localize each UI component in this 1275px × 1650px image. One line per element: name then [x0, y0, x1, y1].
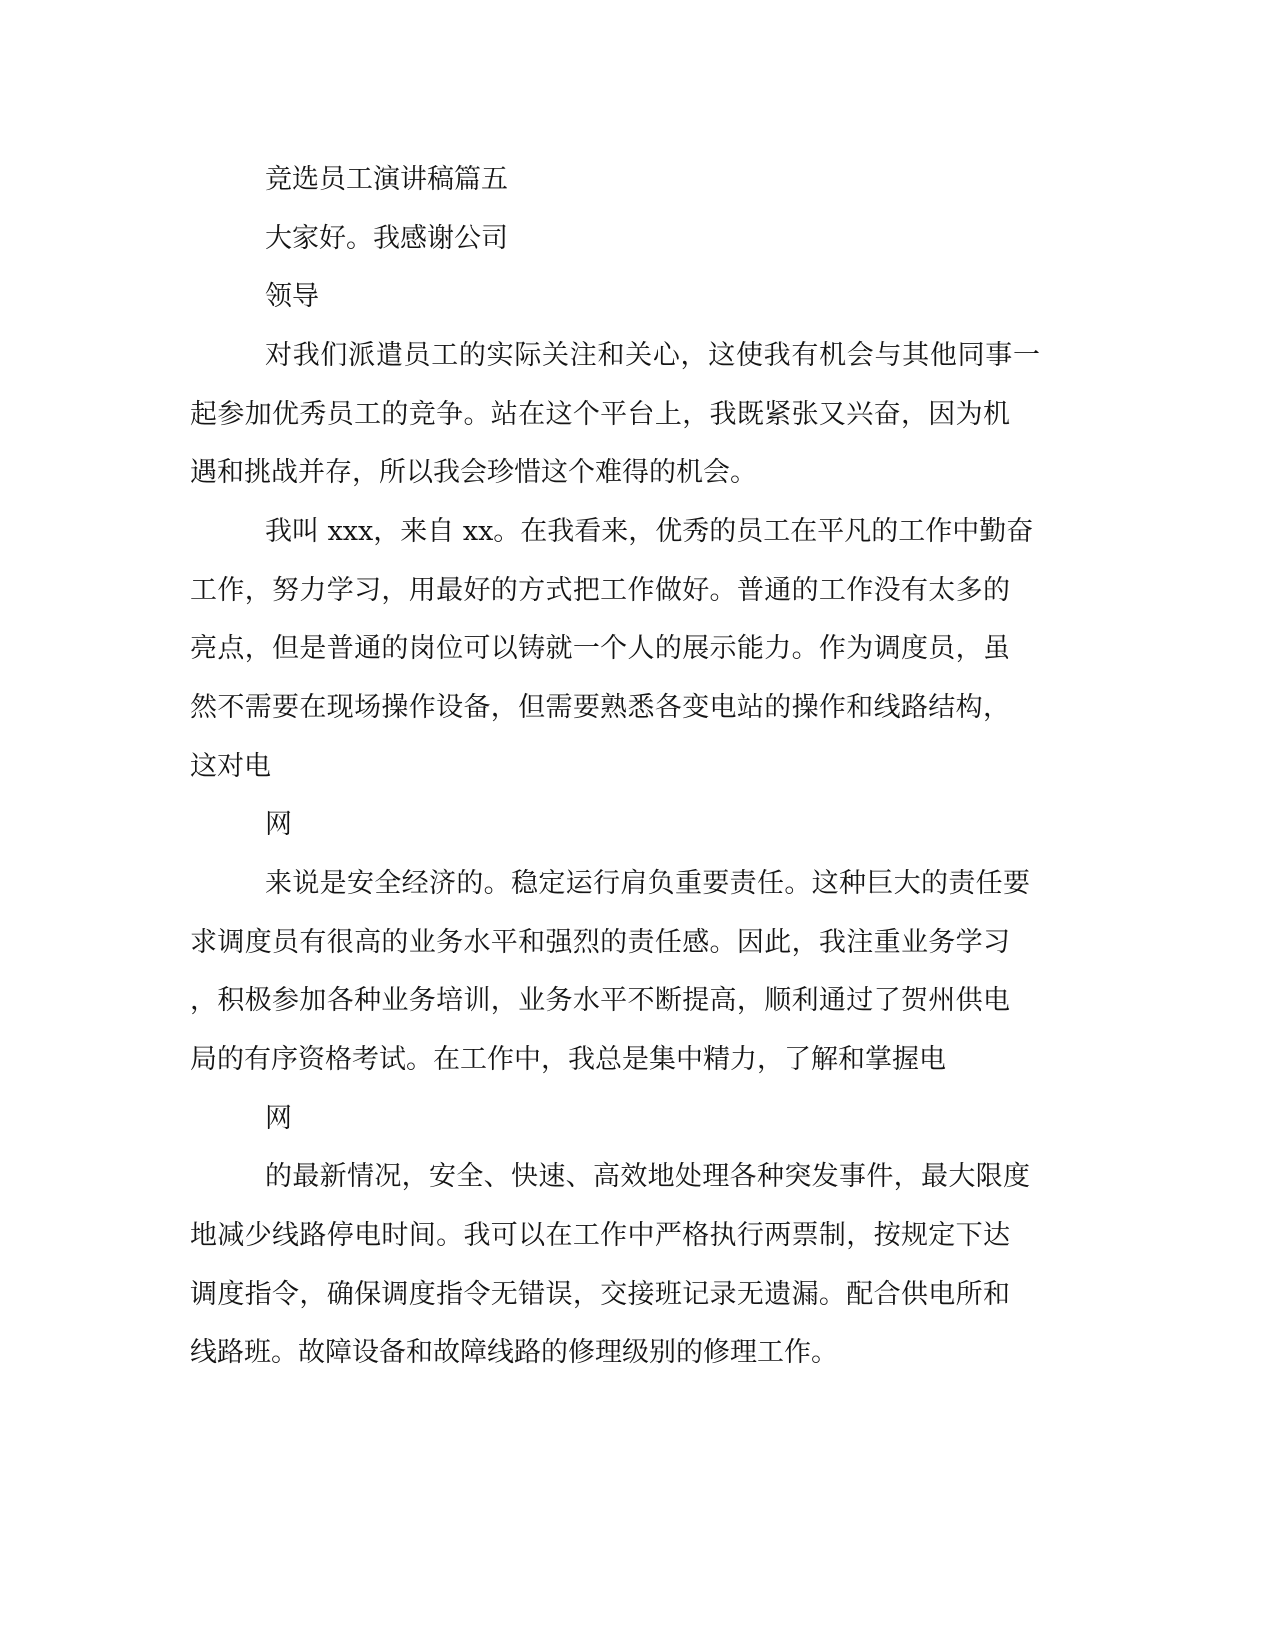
- paragraph-1-line-2: [0, 395, 1275, 435]
- text-run: 来说是安全经济的。稳定运行肩负重要责任。这种巨大的责任要: [265, 868, 1030, 899]
- text-run: 调度指令，确保调度指令无错误，交接班记录无遗漏。配合供电所和: [190, 1279, 1010, 1310]
- paragraph-4-line-4: [0, 1333, 1275, 1373]
- paragraph-3-line-3: [0, 981, 1275, 1021]
- text-run: 我叫 xxx，来自 xx。在我看来，优秀的员工在平凡的工作中勤奋: [265, 516, 1034, 547]
- text-run: 工作，努力学习，用最好的方式把工作做好。普通的工作没有太多的: [190, 575, 1010, 606]
- greeting-text: 大家好。我感谢公司: [265, 223, 508, 254]
- paragraph-1-line-1: [0, 336, 1275, 376]
- document-title: [0, 160, 1275, 200]
- text-run: 起参加优秀员工的竞争。站在这个平台上，我既紧张又兴奋，因为机: [190, 399, 1010, 430]
- paragraph-4-line-1: [0, 1157, 1275, 1197]
- paragraph-2-line-1: [0, 512, 1275, 552]
- title-text: 竞选员工演讲稿篇五: [265, 164, 508, 195]
- text-run: 局的有序资格考试。在工作中，我总是集中精力，了解和掌握电: [190, 1044, 946, 1075]
- wang-text: 网: [265, 1103, 292, 1134]
- lingdao-text: 领导: [265, 281, 319, 312]
- text-run: 对我们派遣员工的实际关注和关心，这使我有机会与其他同事一: [265, 340, 1040, 371]
- paragraph-3-line-2: [0, 923, 1275, 963]
- lingdao-line: [0, 277, 1275, 317]
- text-run: 亮点，但是普通的岗位可以铸就一个人的展示能力。作为调度员，虽: [190, 633, 1010, 664]
- paragraph-4-line-3: [0, 1275, 1275, 1315]
- text-run: 遇和挑战并存，所以我会珍惜这个难得的机会。: [190, 457, 757, 488]
- greeting-line: [0, 219, 1275, 259]
- text-run: ，积极参加各种业务培训，业务水平不断提高，顺利通过了贺州供电: [190, 985, 1010, 1016]
- text-run: 地减少线路停电时间。我可以在工作中严格执行两票制，按规定下达: [190, 1220, 1010, 1251]
- wang-line-1: [0, 805, 1275, 845]
- paragraph-2-line-2: [0, 571, 1275, 611]
- text-run: 线路班。故障设备和故障线路的修理级别的修理工作。: [190, 1337, 838, 1368]
- paragraph-2-line-4: [0, 688, 1275, 728]
- paragraph-2-line-3: [0, 629, 1275, 669]
- text-run: 这对电: [190, 751, 271, 782]
- paragraph-4-line-2: [0, 1216, 1275, 1256]
- text-run: 的最新情况，安全、快速、高效地处理各种突发事件，最大限度: [265, 1161, 1030, 1192]
- text-run: 然不需要在现场操作设备，但需要熟悉各变电站的操作和线路结构，: [190, 692, 1010, 723]
- wang-text: 网: [265, 809, 292, 840]
- paragraph-3-line-4: [0, 1040, 1275, 1080]
- paragraph-3-line-1: [0, 864, 1275, 904]
- paragraph-1-line-3: [0, 453, 1275, 493]
- text-run: 求调度员有很高的业务水平和强烈的责任感。因此，我注重业务学习: [190, 927, 1010, 958]
- wang-line-2: [0, 1099, 1275, 1139]
- paragraph-2-line-5: [0, 747, 1275, 787]
